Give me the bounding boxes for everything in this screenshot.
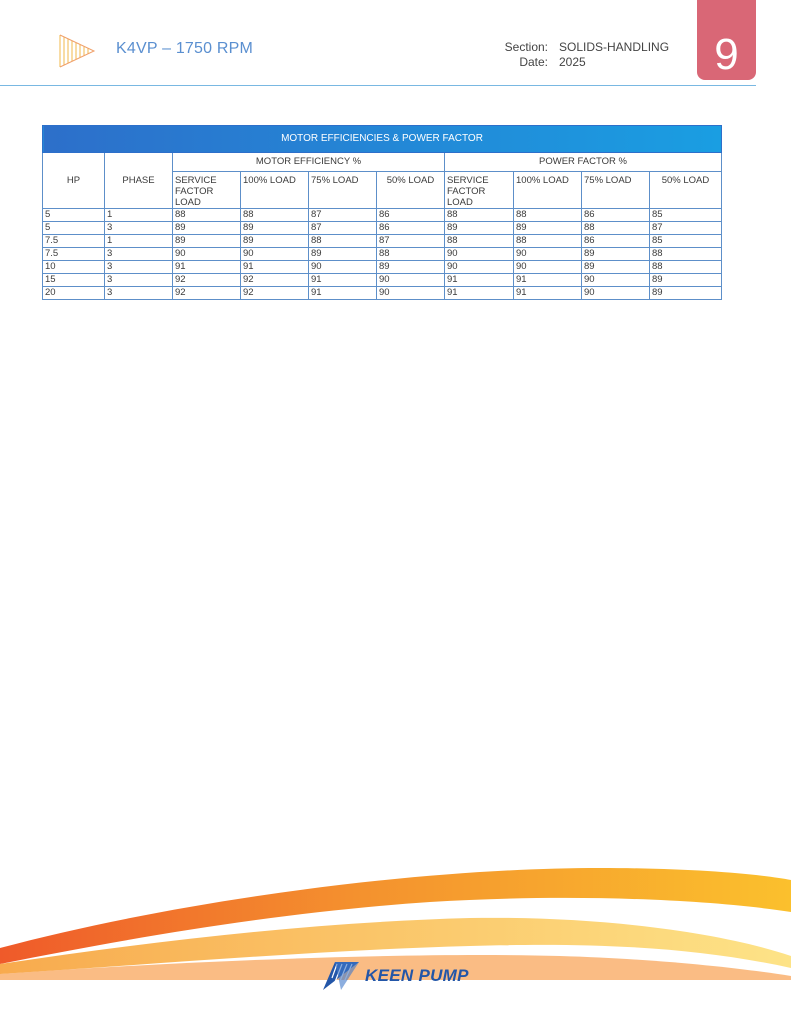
cell-pf-50: 87: [650, 222, 722, 235]
cell-hp: 7.5: [43, 248, 105, 261]
cell-pf-100: 90: [514, 248, 582, 261]
cell-eff-75: 87: [309, 209, 377, 222]
table-row: [43, 274, 722, 287]
cell-pf-100: 90: [514, 261, 582, 274]
sub-header-pf-50: 50% LOAD: [650, 172, 722, 209]
cell-eff-sf: 92: [173, 287, 241, 300]
cell-pf-100: 88: [514, 209, 582, 222]
cell-phase: 3: [105, 222, 173, 235]
date-label: Date:: [519, 55, 548, 69]
document-title: K4VP – 1750 RPM: [116, 40, 254, 57]
cell-hp: 10: [43, 261, 105, 274]
cell-eff-50: 86: [377, 209, 445, 222]
cell-eff-sf: 88: [173, 209, 241, 222]
cell-pf-sf: 88: [445, 209, 514, 222]
cell-eff-100: 89: [241, 222, 309, 235]
cell-hp: 5: [43, 222, 105, 235]
cell-hp: 5: [43, 209, 105, 222]
cell-eff-50: 87: [377, 235, 445, 248]
table-title: MOTOR EFFICIENCIES & POWER FACTOR: [43, 126, 722, 153]
cell-eff-sf: 92: [173, 274, 241, 287]
sub-header-pf-100: 100% LOAD: [514, 172, 582, 209]
cell-pf-50: 88: [650, 261, 722, 274]
sub-header-pf-75: 75% LOAD: [582, 172, 650, 209]
cell-eff-sf: 89: [173, 235, 241, 248]
cell-pf-100: 89: [514, 222, 582, 235]
cell-pf-sf: 89: [445, 222, 514, 235]
section-value: SOLIDS-HANDLING: [559, 40, 670, 54]
cell-pf-sf: 91: [445, 274, 514, 287]
cell-eff-75: 89: [309, 248, 377, 261]
cell-eff-50: 90: [377, 274, 445, 287]
cell-pf-75: 86: [582, 209, 650, 222]
cell-hp: 20: [43, 287, 105, 300]
cell-pf-100: 91: [514, 274, 582, 287]
cell-eff-100: 92: [241, 287, 309, 300]
cell-pf-75: 86: [582, 235, 650, 248]
meta-values: [559, 40, 669, 70]
cell-pf-75: 88: [582, 222, 650, 235]
cell-pf-75: 90: [582, 274, 650, 287]
cell-phase: 1: [105, 235, 173, 248]
cell-pf-100: 88: [514, 235, 582, 248]
cell-phase: 1: [105, 209, 173, 222]
sub-header-pf-service-factor: SERVICE FACTOR LOAD: [445, 172, 514, 209]
cell-pf-sf: 88: [445, 235, 514, 248]
cell-eff-50: 89: [377, 261, 445, 274]
cell-eff-sf: 90: [173, 248, 241, 261]
column-header-hp: HP: [43, 153, 105, 209]
fan-logo-icon: [58, 34, 96, 68]
cell-eff-50: 86: [377, 222, 445, 235]
cell-pf-50: 89: [650, 287, 722, 300]
cell-phase: 3: [105, 261, 173, 274]
cell-pf-50: 89: [650, 274, 722, 287]
decorative-swoosh: [0, 860, 791, 980]
meta-labels: [490, 40, 548, 70]
keen-pump-logo-icon: [323, 962, 359, 990]
cell-phase: 3: [105, 274, 173, 287]
cell-pf-75: 90: [582, 287, 650, 300]
table-row: [43, 209, 722, 222]
cell-eff-75: 90: [309, 261, 377, 274]
cell-phase: 3: [105, 248, 173, 261]
group-header-power-factor: POWER FACTOR %: [445, 153, 722, 172]
cell-eff-75: 91: [309, 287, 377, 300]
brand-name: KEEN PUMP: [365, 966, 469, 985]
sub-header-eff-service-factor: SERVICE FACTOR LOAD: [173, 172, 241, 209]
cell-eff-100: 88: [241, 209, 309, 222]
cell-pf-sf: 91: [445, 287, 514, 300]
cell-pf-75: 89: [582, 248, 650, 261]
cell-eff-75: 91: [309, 274, 377, 287]
cell-pf-100: 91: [514, 287, 582, 300]
cell-eff-sf: 89: [173, 222, 241, 235]
cell-phase: 3: [105, 287, 173, 300]
section-label: Section:: [504, 40, 548, 54]
cell-eff-75: 88: [309, 235, 377, 248]
cell-pf-sf: 90: [445, 248, 514, 261]
motor-efficiency-table: [42, 125, 722, 300]
header-divider: [0, 85, 756, 86]
sub-header-eff-50: 50% LOAD: [377, 172, 445, 209]
cell-hp: 7.5: [43, 235, 105, 248]
sub-header-eff-100: 100% LOAD: [241, 172, 309, 209]
cell-eff-sf: 91: [173, 261, 241, 274]
cell-eff-100: 89: [241, 235, 309, 248]
cell-hp: 15: [43, 274, 105, 287]
cell-eff-100: 90: [241, 248, 309, 261]
group-header-motor-efficiency: MOTOR EFFICIENCY %: [173, 153, 445, 172]
cell-pf-75: 89: [582, 261, 650, 274]
column-header-phase: PHASE: [105, 153, 173, 209]
date-value: 2025: [559, 55, 586, 69]
table-row: [43, 222, 722, 235]
cell-pf-50: 88: [650, 248, 722, 261]
cell-eff-100: 91: [241, 261, 309, 274]
table-row: [43, 235, 722, 248]
table-row: [43, 261, 722, 274]
cell-pf-50: 85: [650, 235, 722, 248]
table-row: [43, 248, 722, 261]
section-number-tab: 9: [697, 0, 756, 80]
table-body: [43, 209, 722, 300]
cell-eff-75: 87: [309, 222, 377, 235]
cell-eff-50: 88: [377, 248, 445, 261]
cell-eff-50: 90: [377, 287, 445, 300]
cell-eff-100: 92: [241, 274, 309, 287]
cell-pf-50: 85: [650, 209, 722, 222]
table-row: [43, 287, 722, 300]
cell-pf-sf: 90: [445, 261, 514, 274]
sub-header-eff-75: 75% LOAD: [309, 172, 377, 209]
